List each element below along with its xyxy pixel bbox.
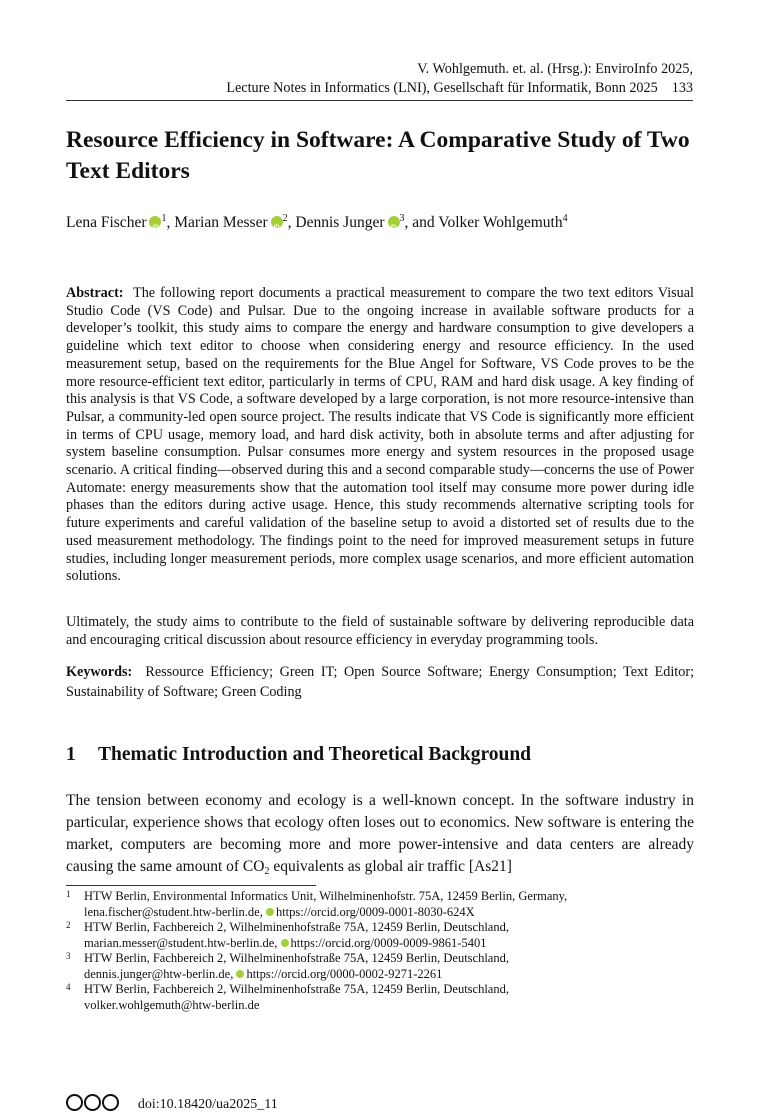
- footnote-3: [66, 951, 686, 982]
- orcid-icon[interactable]: [388, 216, 400, 228]
- page-number: 133: [671, 80, 693, 96]
- co2-subscript: 2: [264, 866, 270, 877]
- running-head: [226, 60, 693, 98]
- author-name: Lena Fischer: [66, 214, 147, 231]
- footnote-orcid-link[interactable]: https://orcid.org/0009-0001-8030-624X: [275, 904, 475, 919]
- footnotes: [66, 889, 686, 1013]
- by-icon: [84, 1094, 101, 1111]
- abstract-conclusion: Ultimately, the study aims to contribute to the field of sustainable software by delivering reproducible data and encouraging critical discussion about resource efficiency in everyday programming tools.: [66, 614, 694, 648]
- footnote-number: 4: [66, 982, 71, 992]
- keywords: [66, 662, 694, 702]
- footnote-email[interactable]: dennis.junger@htw-berlin.de,: [84, 966, 234, 981]
- orcid-icon[interactable]: [271, 216, 283, 228]
- page-footer: [66, 1094, 278, 1113]
- abstract: [66, 285, 694, 586]
- keywords-text: Ressource Efficiency; Green IT; Open Source Software; Energy Consumption; Text Editor; Sustainability of Software; Green Coding: [66, 664, 695, 700]
- footnote-affiliation: HTW Berlin, Fachbereich 2, Wilhelminenhofstraße 75A, 12459 Berlin, Deutschland,: [84, 982, 509, 996]
- affiliation-mark[interactable]: 4: [562, 213, 568, 224]
- footnote-4: [66, 982, 686, 1013]
- running-head-line1: V. Wohlgemuth. et. al. (Hrsg.): EnviroInfo 2025,: [417, 61, 693, 77]
- footnote-number: 1: [66, 889, 71, 899]
- sa-icon: [102, 1094, 119, 1111]
- author-name: Dennis Junger: [295, 214, 385, 231]
- footnote-orcid-link[interactable]: https://orcid.org/0009-0009-9861-5401: [290, 935, 487, 950]
- orcid-icon: [281, 939, 289, 947]
- author-name: Marian Messer: [174, 214, 268, 231]
- author-separator: , and: [404, 214, 439, 231]
- body-text-part: The tension between economy and ecology is a well-known concept. In the software industry in particular, experience shows that ecology often loses out to economics. New software is entering the market, computers are becoming more and more power-intensive and data centers are already causing the same amount of CO: [66, 792, 694, 875]
- footnote-affiliation: HTW Berlin, Fachbereich 2, Wilhelminenhofstraße 75A, 12459 Berlin, Deutschland,: [84, 920, 509, 934]
- abstract-label: Abstract:: [66, 285, 124, 301]
- running-head-line2: [226, 79, 693, 98]
- abstract-text: The following report documents a practical measurement to compare the two text editors Visual Studio Code (VS Code) and Pulsar. Due to the ongoing increase in available software products for a developer’s toolkit, this study aims to compare the energy and hardware consumption to give developers a guideline which text editor to choose when considering energy and resource efficiency. In the used measurement setup, based on the requirements for the Blue Angel for Software, VS Code proves to be the more resource-efficient text editor, particularly in terms of CPU, RAM and hard disk usage. A key finding of this analysis is that VS Code, a software developed by a large corporation, is not more resource-intensive than Pulsar, a community-led open source project. The results indicate that VS Code is significantly more efficient in terms of CPU usage, memory load, and hard disk activity, both in absolute terms and after adjusting for system baseline consumption. Pulsar consumes more energy and system resources in the proposed usage scenario. A critical finding—observed during this and a second comparable study—concerns the use of Power Automate: energy measurements show that the automation tool itself may consume more power during idle phases than the editors during active usage. Hence, this study recommends alternative scripting tools for future experiments and careful validation of the baseline setup to avoid a distorted set of results due to the used measurement methodology. The findings point to the need for improved measurement setups in future studies, including longer measurement periods, more complex usage scenarios, and more efficient automation solutions.: [66, 285, 694, 585]
- orcid-icon[interactable]: [149, 216, 161, 228]
- affiliation-mark[interactable]: 1: [161, 213, 167, 224]
- footnote-email[interactable]: marian.messer@student.htw-berlin.de,: [84, 935, 278, 950]
- footnote-affiliation: HTW Berlin, Fachbereich 2, Wilhelminenhofstraße 75A, 12459 Berlin, Deutschland,: [84, 951, 509, 965]
- author-separator: ,: [287, 214, 296, 231]
- footnote-1: [66, 889, 686, 920]
- section-title: Thematic Introduction and Theoretical Background: [98, 744, 532, 765]
- author-separator: ,: [166, 214, 175, 231]
- footnote-2: [66, 920, 686, 951]
- author-list: [66, 212, 568, 234]
- author-name: Volker Wohlgemuth: [438, 214, 563, 231]
- orcid-icon: [266, 908, 274, 916]
- running-head-venue: Lecture Notes in Informatics (LNI), Gesellschaft für Informatik, Bonn 2025: [226, 80, 658, 96]
- orcid-icon: [236, 970, 244, 978]
- affiliation-mark[interactable]: 3: [399, 213, 405, 224]
- doi-link[interactable]: doi:10.18420/ua2025_11: [137, 1097, 278, 1112]
- affiliation-mark[interactable]: 2: [282, 213, 288, 224]
- footnote-email[interactable]: lena.fischer@student.htw-berlin.de,: [84, 904, 263, 919]
- header-rule: [66, 100, 693, 101]
- keywords-label: Keywords:: [66, 664, 133, 680]
- footnote-orcid-link[interactable]: https://orcid.org/0000-0002-9271-2261: [246, 966, 443, 981]
- body-text-part: equivalents as global air traffic [As21]: [269, 858, 512, 875]
- section-heading: [66, 744, 531, 766]
- footnote-affiliation: HTW Berlin, Environmental Informatics Unit, Wilhelminenhofstr. 75A, 12459 Berlin, Germany,: [84, 889, 568, 903]
- footnote-number: 2: [66, 920, 71, 930]
- footnote-email[interactable]: volker.wohlgemuth@htw-berlin.de: [84, 997, 260, 1012]
- cc-icon: [66, 1094, 83, 1111]
- section-number: 1: [66, 744, 76, 765]
- footnote-number: 3: [66, 951, 71, 961]
- paper-title: Resource Efficiency in Software: A Comparative Study of Two Text Editors: [66, 127, 690, 184]
- section-body: [66, 790, 694, 878]
- footnote-rule: [66, 885, 316, 886]
